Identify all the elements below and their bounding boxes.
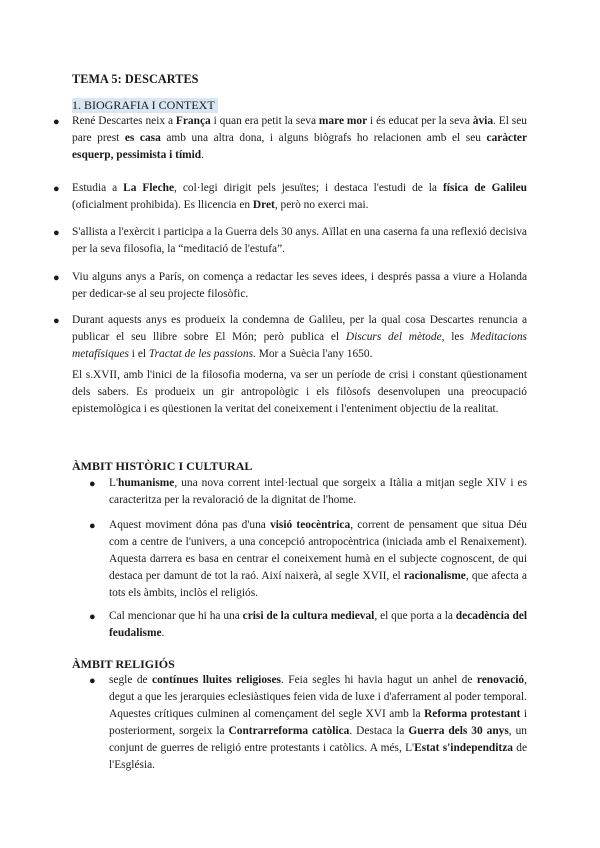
- bullet-icon: ●: [53, 183, 60, 195]
- bullet-item-biografia-4: Viu alguns anys a París, on comença a redactar les seves idees, i després passa a viure a Holanda per dedicar-se al seu projecte filosòfic.: [72, 271, 527, 300]
- bullet-item-biografia-3: S'allista a l'exèrcit i participa a la Guerra dels 30 anys. Aïllat en una caserna fa una reflexió decisiva per la seva filosofia, la “meditació de l'estufa”.: [72, 226, 527, 255]
- bullet-icon: ●: [53, 227, 60, 239]
- bullet-icon: ●: [53, 315, 60, 327]
- section-heading-religios: ÀMBIT RELIGIÓS: [72, 657, 175, 671]
- bullet-item-historic-2: Aquest moviment dóna pas d'una visió teocèntrica, corrent de pensament que situa Déu com a centre de l'univers, a una concepció antropocèntrica (iniciada amb el Renaixement). Aquesta darrera es basa en centrar el coneixement humà en el subjecte cognoscent, de qui destaca per damunt de tot la raó. Així naixerà, al segle XVII, el racionalisme, que afecta a tots els àmbits, inclòs el religiós.: [109, 519, 527, 599]
- bullet-item-biografia-1: René Descartes neix a França i quan era petit la seva mare mor i és educat per la seva àvia. El seu pare prest es casa amb una altra dona, i alguns biògrafs ho relacionen amb el seu caràcter esquerp, pessimista i tímid.: [72, 115, 527, 161]
- bullet-icon: ●: [89, 611, 96, 623]
- bullet-item-historic-1: L'humanisme, una nova corrent intel·lectual que sorgeix a Itàlia a mitjan segle XIV i es caracteritza per la revaloració de la dignitat de l'home.: [109, 477, 527, 506]
- bullet-icon: ●: [89, 675, 96, 687]
- section-heading-historic: ÀMBIT HISTÒRIC I CULTURAL: [72, 459, 253, 473]
- bullet-item-biografia-2: Estudia a La Fleche, col·legi dirigit pels jesuïtes; i destaca l'estudi de la física de Galileu (oficialment prohibida). Es llicencia en Dret, però no exerci mai.: [72, 182, 528, 211]
- bullet-icon: ●: [89, 520, 96, 532]
- bullet-icon: ●: [53, 272, 60, 284]
- bullet-item-biografia-5: Durant aquests anys es produeix la condemna de Galileu, per la qual cosa Descartes renuncia a publicar el seu llibre sobre El Món; però publica el Discurs del mètode, les Meditacions metafísiques i el Tractat de les passions. Mor a Suècia l'any 1650.: [72, 314, 527, 360]
- context-paragraph: El s.XVII, amb l'inici de la filosofia moderna, va ser un període de crisi i constant qüestionament dels sabers. Es produeix un gir antropològic i els filòsofs desenvolupen una preocupació epistemològica i es qüestionen la veritat del coneixement i l'enteniment objectiu de la realitat.: [72, 369, 527, 415]
- bullet-icon: ●: [53, 116, 60, 128]
- bullet-item-historic-3: Cal mencionar que hi ha una crisi de la cultura medieval, el que porta a la decadència del feudalisme.: [109, 610, 528, 639]
- bullet-item-religios-1: segle de contínues lluites religioses. Feia segles hi havia hagut un anhel de renovació, degut a que les jerarquies eclesiàstiques feien vida de luxe i d'aferrament al poder temporal. Aquestes crítiques culminen al començament del segle XVI amb la Reforma protestant i posteriorment, sorgeix la Contrarreforma catòlica. Destaca la Guerra dels 30 anys, un conjunt de guerres de religió entre protestants i catòlics. A més, L'Estat s'independitza de l'Església.: [109, 674, 528, 771]
- bullet-icon: ●: [89, 478, 96, 490]
- section-heading-biografia: 1. BIOGRAFIA I CONTEXT: [72, 98, 218, 113]
- document-title: TEMA 5: DESCARTES: [72, 72, 199, 86]
